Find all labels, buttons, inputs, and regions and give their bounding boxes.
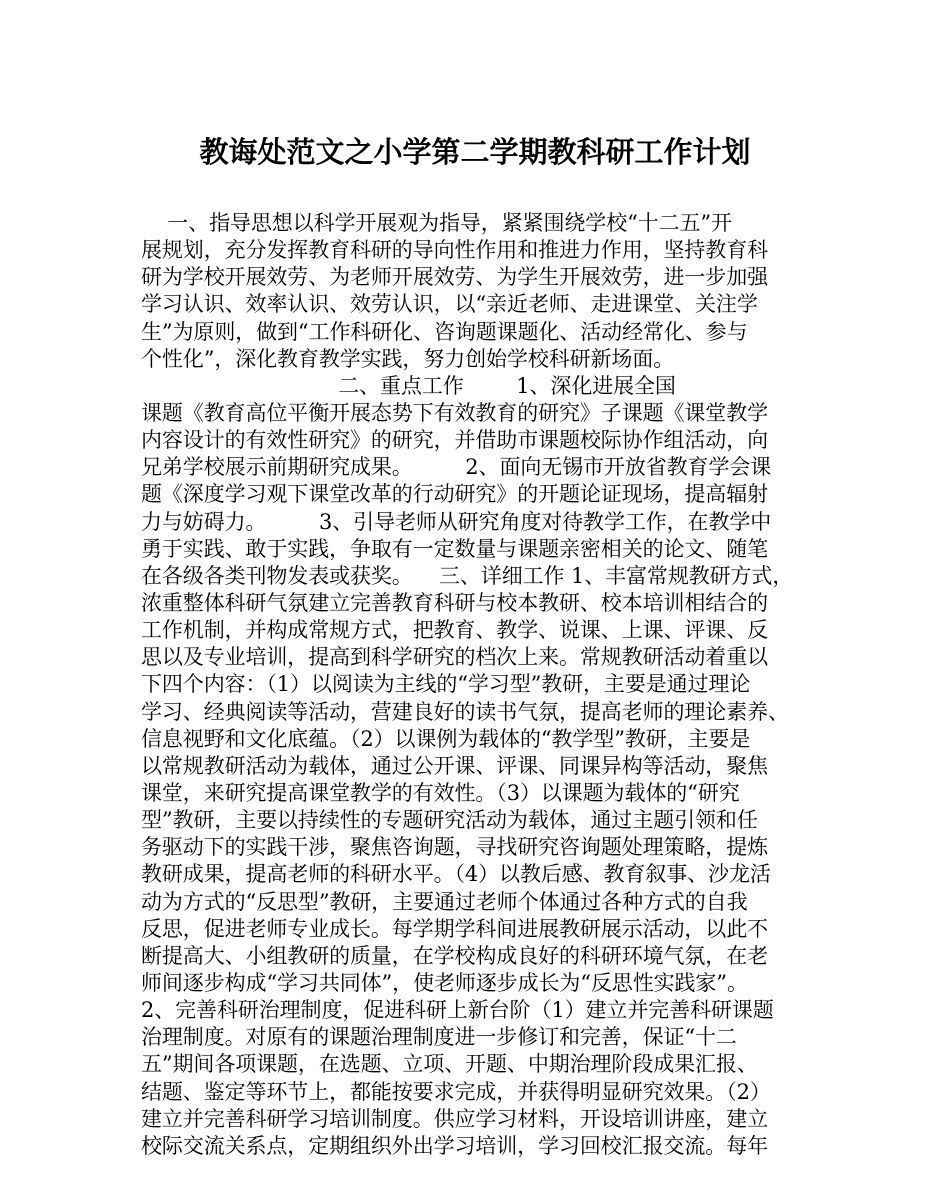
body-line: 学习、经典阅读等活动，营建良好的读书气氛，提高老师的理论素养、: [141, 699, 789, 724]
body-line: 务驱动下的实践干涉，聚焦咨询题，寻找研究咨询题处理策略，提炼: [141, 835, 768, 860]
body-line: 下四个内容：（1）以阅读为主线的“学习型”教研，主要是通过理论: [141, 672, 751, 697]
body-line: 反思，促进老师专业成长。每学期学科间进展教研展示活动，以此不: [141, 916, 768, 941]
document-body: [141, 210, 831, 1160]
body-line: 题《深度学习观下课堂改革的行动研究》的开题论证现场，提高辐射: [141, 482, 768, 507]
body-line: 力与妨碍力。 3、引导老师从研究角度对待教学工作，在教学中: [141, 509, 772, 534]
body-line: 二、重点工作 1、深化进展全国: [141, 373, 676, 398]
body-line: 在各级各类刊物发表或获奖。 三、详细工作 1、丰富常规教研方式，: [141, 563, 794, 588]
body-line: 型”教研，主要以持续性的专题研究活动为载体，通过主题引领和任: [141, 808, 758, 833]
body-line: 内容设计的有效性研究》的研究，并借助市课题校际协作组活动，向: [141, 428, 768, 453]
body-line: 兄弟学校展示前期研究成果。 2、面向无锡市开放省教育学会课: [141, 455, 772, 480]
body-line: 2、完善科研治理制度，促进科研上新台阶（1）建立并完善科研课题: [141, 998, 774, 1023]
body-line: 思以及专业培训，提高到科学研究的档次上来。常规教研活动着重以: [141, 645, 768, 670]
body-line: 课题《教育高位平衡开展态势下有效教育的研究》子课题《课堂教学: [141, 400, 768, 425]
body-line: 工作机制，并构成常规方式，把教育、教学、说课、上课、评课、反: [141, 618, 768, 643]
body-line: 展规划，充分发挥教育科研的导向性作用和推进力作用，坚持教育科: [141, 238, 768, 263]
body-line: 浓重整体科研气氛建立完善教育科研与校本教研、校本培训相结合的: [141, 590, 768, 615]
body-line: 师间逐步构成“学习共同体”，使老师逐步成长为“反思性实践家”。: [141, 970, 748, 995]
body-line: 五”期间各项课题，在选题、立项、开题、中期治理阶段成果汇报、: [141, 1052, 758, 1077]
body-line: 治理制度。对原有的课题治理制度进一步修订和完善，保证“十二: [141, 1025, 737, 1050]
body-line: 动为方式的“反思型”教研，主要通过老师个体通过各种方式的自我: [141, 889, 748, 914]
body-line: 学习认识、效率认识、效劳认识，以“亲近老师、走进课堂、关注学: [141, 292, 758, 317]
body-line: 断提高大、小组教研的质量，在学校构成良好的科研环境气氛，在老: [141, 943, 768, 968]
body-line: 建立并完善科研学习培训制度。供应学习材料，开设培训讲座，建立: [141, 1106, 768, 1131]
body-line: 教研成果，提高老师的科研水平。（4）以教后感、教育叙事、沙龙活: [141, 862, 771, 887]
body-line: 勇于实践、敢于实践，争取有一定数量与课题亲密相关的论文、随笔: [141, 536, 768, 561]
body-line: 研为学校开展效劳、为老师开展效劳、为学生开展效劳，进一步加强: [141, 265, 768, 290]
body-line: 结题、鉴定等环节上，都能按要求完成，并获得明显研究效果。（2）: [141, 1079, 771, 1104]
body-line: 信息视野和文化底蕴。（2）以课例为载体的“教学型”教研，主要是: [141, 726, 751, 751]
document-title: 教诲处范文之小学第二学期教科研工作计划: [199, 135, 751, 169]
body-line: 一、指导思想以科学开展观为指导，紧紧围绕学校“十二五”开: [141, 211, 732, 235]
body-line: 课堂，来研究提高课堂教学的有效性。（3）以课题为载体的“研究: [141, 780, 740, 805]
body-line: 以常规教研活动为载体，通过公开课、评课、同课异构等活动，聚焦: [141, 753, 768, 778]
body-line: 生”为原则，做到“工作科研化、咨询题课题化、活动经常化、参与: [141, 319, 748, 344]
body-line: 个性化”，深化教育教学实践，努力创始学校科研新场面。: [141, 346, 675, 371]
body-line: 校际交流关系点，定期组织外出学习培训，学习回校汇报交流。每年: [141, 1133, 768, 1158]
